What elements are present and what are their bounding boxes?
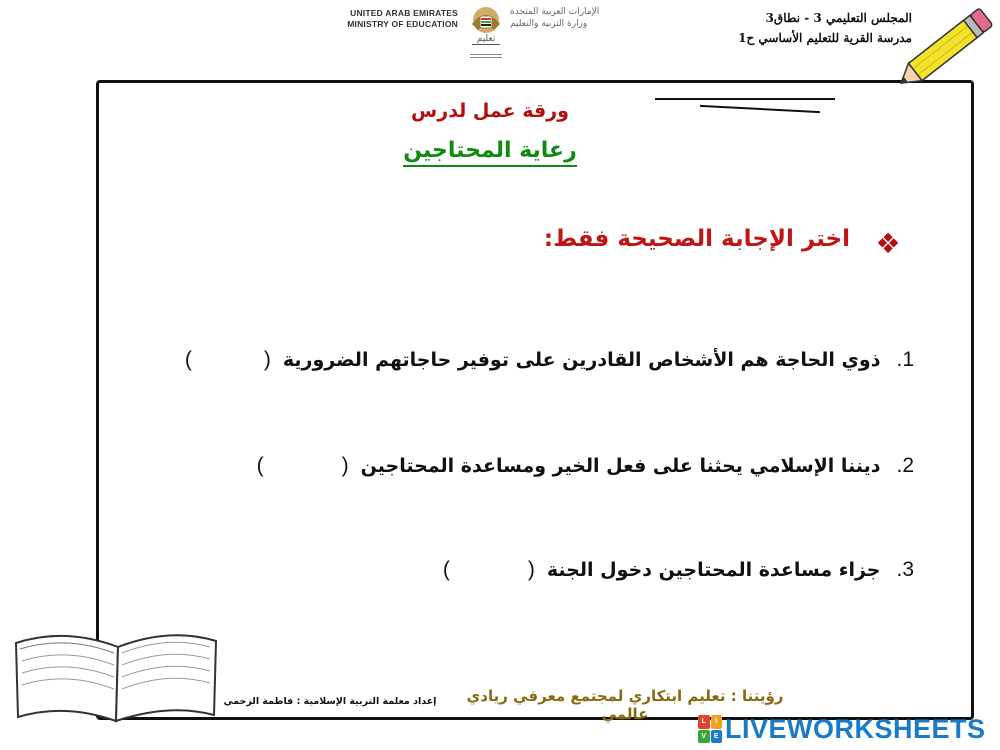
question-number: 2.	[896, 454, 914, 477]
school-line1: المجلس التعليمي 3 - نطاق3	[765, 11, 912, 25]
vision-statement: رؤيتنا : تعليم ابتكاري لمجتمع معرفي ريادي عالمي	[466, 687, 784, 723]
question-3	[443, 558, 914, 582]
brand-text: LIVEWORKSHEETS	[725, 713, 986, 744]
lesson-title-text: رعاية المحتاجين	[403, 138, 577, 167]
answer-blank[interactable]: ()	[256, 454, 349, 477]
worksheet-frame	[96, 80, 974, 720]
open-book-icon	[10, 625, 225, 725]
prepared-by: إعداد معلمة التربية الإسلامية : فاطمة الزحمي	[223, 696, 437, 707]
diamond-bullet-icon: ❖	[875, 227, 901, 260]
question-2	[257, 454, 914, 478]
ministry-name-arabic	[510, 6, 675, 30]
school-line2: مدرسة القرية للتعليم الأساسي ح1	[738, 31, 912, 45]
school-info	[738, 8, 912, 48]
ministry-ar-line1: الإمارات العربية المتحدة	[510, 7, 600, 17]
pencil-icon	[890, 0, 1000, 100]
question-text: ذوي الحاجة هم الأشخاص القادرين على توفير حاجاتهم الضرورية	[282, 349, 881, 371]
lesson-title	[380, 138, 600, 163]
ministry-en-line1: UNITED ARAB EMIRATES	[350, 8, 458, 18]
ministry-ar-line2: وزارة التربية والتعليم	[510, 19, 588, 29]
question-text: ديننا الإسلامي يحثنا على فعل الخير ومساعدة المحتاجين	[360, 455, 881, 477]
emblem-label: تعليم	[476, 34, 496, 44]
question-text: جزاء مساعدة المحتاجين دخول الجنة	[546, 559, 881, 581]
uae-emblem-icon	[458, 2, 514, 64]
question-number: 3.	[896, 558, 914, 581]
ministry-en-line2: MINISTRY OF EDUCATION	[347, 19, 458, 29]
answer-blank[interactable]: ()	[442, 558, 535, 581]
answer-blank[interactable]: ()	[184, 348, 271, 371]
liveworksheets-logo-icon: L I V E	[698, 715, 722, 743]
instruction-text: اختر الإجابة الصحيحة فقط:	[543, 226, 850, 252]
frame-decor-line	[655, 98, 835, 100]
worksheet-title: ورقة عمل لدرس	[411, 100, 569, 122]
liveworksheets-brand[interactable]	[698, 712, 986, 746]
ministry-name-english	[318, 8, 458, 30]
question-1	[185, 348, 914, 372]
question-number: 1.	[896, 348, 914, 371]
